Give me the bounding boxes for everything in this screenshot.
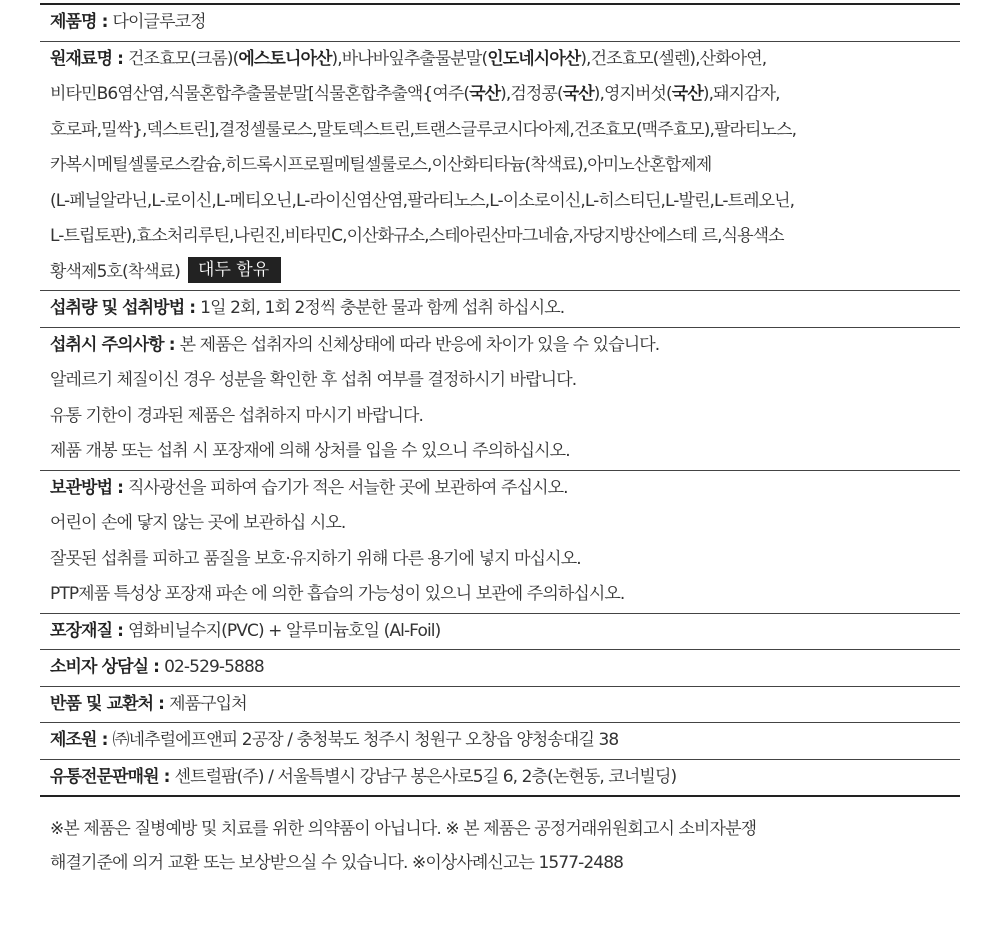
disclaimer-footnote — [50, 812, 970, 880]
origin-highlight: 국산 — [562, 84, 594, 104]
product-info-table — [40, 3, 960, 797]
row-storage — [40, 470, 960, 613]
manufacturer-value: ㈜네추럴에프앤피 2공장 / 충청북도 청주시 청원구 오창읍 양청송대길 38 — [112, 730, 619, 750]
storage-text: 잘못된 섭취를 피하고 품질을 보호·유지하기 위해 다른 용기에 넣지 마십시오. — [50, 548, 581, 569]
packaging-value: 염화비닐수지(PVC) + 알루미늄호일 (Al-Foil) — [128, 620, 441, 641]
row-ingredients: 원재료명 : 건조효모(크롬)(에스토니아산),바나바잎추출물분말(인도네시아산),건조효모(셀렌),산화아연, 비타민B6염산염,식물혼합추출물분말[식물혼합추출액{여주(국산),검정콩(국산),영지버섯(국산),돼지감자, 호로파,밀싹},덱스트린],결정셀룰로스,말토덱스트린,트랜스글루코시다아제,건조효모(맥주효모),팔라티노스, 카복시메틸셀룰로스칼슘,히드록시프로필메틸셀룰로스,이산화티타늄(착색료),아미노산혼합제제 (L-페닐알라닌,L-로이신,L-메티오닌,L-라이신염산염,팔라티노스,L-이소로이신,L-히스티딘,L-발린,L-트레오닌, L-트립토판),효소처리루틴,나린진,비타민C,이산화규소,스테아린산마그네슘,자당지방산에스테 르,식용색소 황색제5호(착색료) 대두 함유 — [40, 41, 960, 291]
ingredients-text: 황색제5호(착색료) — [50, 261, 181, 282]
row-consumer-center — [40, 649, 960, 686]
returns-label: 반품 및 교환처 : — [50, 693, 170, 714]
origin-highlight: 인도네시아산 — [487, 48, 581, 69]
storage-text: 직사광선을 피하여 습기가 적은 서늘한 곳에 보관하여 주십시오. — [128, 477, 568, 498]
storage-text: PTP제품 특성상 포장재 파손 에 의한 흡습의 가능성이 있으니 보관에 주의하십시오. — [50, 584, 625, 604]
row-manufacturer — [40, 722, 960, 759]
packaging-label: 포장재질 : — [50, 620, 129, 641]
ingredients-text: L-트립토판),효소처리루틴,나린진,비타민C,이산화규소,스테아린산마그네슘,자당지방산에스테 르,식용색소 — [50, 226, 784, 246]
row-packaging — [40, 613, 960, 650]
distributor-label: 유통전문판매원 : — [50, 766, 175, 787]
intake-value: 1일 2회, 1회 2정씩 충분한 물과 함께 섭취 하십시오. — [200, 298, 565, 318]
caution-text: 제품 개봉 또는 섭취 시 포장재에 의해 상처를 입을 수 있으니 주의하십시오. — [50, 441, 570, 461]
origin-highlight: 국산 — [671, 84, 703, 104]
row-caution — [40, 327, 960, 470]
storage-text: 어린이 손에 닿지 않는 곳에 보관하십 시오. — [50, 513, 346, 533]
row-product-name — [40, 5, 960, 41]
caution-text: 본 제품은 섭취자의 신체상태에 따라 반응에 차이가 있을 수 있습니다. — [179, 334, 660, 355]
intake-label: 섭취량 및 섭취방법 : — [50, 298, 201, 318]
returns-value: 제품구입처 — [169, 693, 247, 714]
ingredients-text: (L-페닐알라닌,L-로이신,L-메티오닌,L-라이신염산염,팔라티노스,L-이소로이신,L-히스티딘,L-발린,L-트레오닌, — [50, 190, 795, 211]
distributor-value: 센트럴팜(주) / 서울특별시 강남구 봉은사로5길 6, 2층(논현동, 코너빌딩) — [174, 766, 677, 787]
disclaimer-line: ※본 제품은 질병예방 및 치료를 위한 의약품이 아닙니다. ※ 본 제품은 공정거래위원회고시 소비자분쟁 — [50, 819, 757, 839]
consumer-phone: 02-529-5888 — [164, 657, 264, 677]
row-returns — [40, 686, 960, 723]
product-name-label: 제품명 : — [50, 12, 113, 32]
disclaimer-line: 해결기준에 의거 교환 또는 보상받으실 수 있습니다. ※이상사례신고는 1577-2488 — [50, 853, 624, 873]
consumer-label: 소비자 상담실 : — [50, 657, 165, 677]
ingredients-text: 호로파,밀싹},덱스트린],결정셀룰로스,말토덱스트린,트랜스글루코시다아제,건조효모(맥주효모),팔라티노스, — [50, 119, 797, 140]
row-intake — [40, 290, 960, 327]
caution-label: 섭취시 주의사항 : — [50, 334, 180, 355]
product-name-value: 다이글루코정 — [112, 12, 206, 32]
row-distributor — [40, 759, 960, 796]
caution-text: 유통 기한이 경과된 제품은 섭취하지 마시기 바랍니다. — [50, 405, 424, 426]
manufacturer-label: 제조원 : — [50, 730, 113, 750]
origin-highlight: 국산 — [469, 84, 501, 104]
ingredients-text: 카복시메틸셀룰로스칼슘,히드록시프로필메틸셀룰로스,이산화티타늄(착색료),아미노산혼합제제 — [50, 155, 712, 175]
storage-label: 보관방법 : — [50, 477, 129, 498]
ingredients-label: 원재료명 : — [50, 48, 129, 69]
origin-highlight: 에스토니아산 — [238, 48, 332, 69]
caution-text: 알레르기 체질이신 경우 성분을 확인한 후 섭취 여부를 결정하시기 바랍니다. — [50, 370, 577, 390]
allergen-badge: 대두 함유 — [188, 257, 281, 283]
